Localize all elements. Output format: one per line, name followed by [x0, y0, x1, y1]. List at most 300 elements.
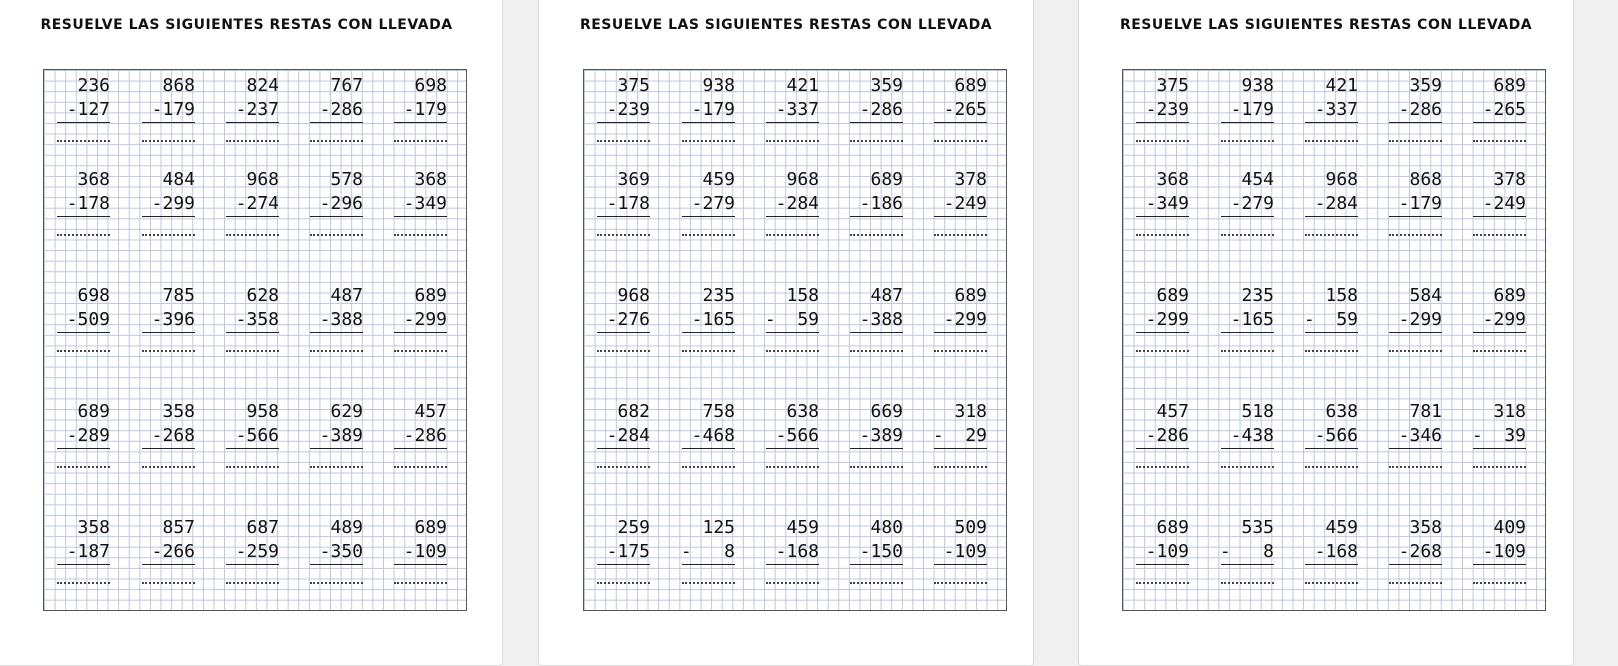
- worksheet-title: RESUELVE LAS SIGUIENTES RESTAS CON LLEVADA: [40, 17, 453, 33]
- answer-blank[interactable]: [1473, 234, 1526, 236]
- minuend: 421: [1325, 75, 1358, 96]
- subtrahend: -349: [403, 193, 447, 214]
- minuend: 125: [702, 517, 735, 538]
- underline-rule: [1136, 332, 1189, 333]
- subtraction-problem: [1470, 400, 1526, 448]
- minuend: 457: [1156, 401, 1189, 422]
- minuend: 629: [330, 401, 363, 422]
- answer-blank[interactable]: [1221, 350, 1274, 352]
- underline-rule: [57, 122, 110, 123]
- subtraction-problem: [679, 168, 735, 216]
- minuend: 968: [786, 169, 819, 190]
- minuend: 409: [1493, 517, 1526, 538]
- answer-blank[interactable]: [57, 234, 110, 236]
- subtrahend: -337: [1314, 99, 1358, 120]
- problem-grid: [43, 69, 467, 611]
- answer-blank[interactable]: [1221, 582, 1274, 584]
- answer-blank[interactable]: [1305, 234, 1358, 236]
- underline-rule: [142, 448, 195, 449]
- answer-blank[interactable]: [1305, 140, 1358, 142]
- minuend: 375: [1156, 75, 1189, 96]
- answer-blank[interactable]: [682, 140, 735, 142]
- subtrahend: -179: [1398, 193, 1442, 214]
- subtrahend: -389: [319, 425, 363, 446]
- subtrahend: -178: [66, 193, 110, 214]
- underline-rule: [850, 564, 903, 565]
- underline-rule: [766, 564, 819, 565]
- subtrahend: -150: [859, 541, 903, 562]
- subtraction-problem: [139, 400, 195, 448]
- minuend: 687: [246, 517, 279, 538]
- underline-rule: [766, 216, 819, 217]
- answer-blank[interactable]: [934, 234, 987, 236]
- answer-blank[interactable]: [394, 140, 447, 142]
- minuend: 689: [1156, 285, 1189, 306]
- subtraction-problem: [1133, 516, 1189, 564]
- underline-rule: [310, 122, 363, 123]
- subtrahend: -350: [319, 541, 363, 562]
- answer-blank[interactable]: [142, 466, 195, 468]
- subtraction-problem: [54, 284, 110, 332]
- underline-rule: [310, 564, 363, 565]
- minuend: 368: [77, 169, 110, 190]
- subtraction-problem: [391, 168, 447, 216]
- answer-blank[interactable]: [1389, 234, 1442, 236]
- underline-rule: [1136, 216, 1189, 217]
- underline-rule: [394, 332, 447, 333]
- answer-blank[interactable]: [934, 140, 987, 142]
- answer-blank[interactable]: [1473, 582, 1526, 584]
- minuend: 689: [77, 401, 110, 422]
- subtraction-problem: [1133, 74, 1189, 122]
- minuend: 158: [786, 285, 819, 306]
- answer-blank[interactable]: [850, 466, 903, 468]
- subtrahend: -259: [235, 541, 279, 562]
- answer-blank[interactable]: [1136, 140, 1189, 142]
- worksheet-title: RESUELVE LAS SIGUIENTES RESTAS CON LLEVADA: [579, 17, 993, 33]
- subtraction-problem: [1218, 516, 1274, 564]
- underline-rule: [1389, 448, 1442, 449]
- worksheet-title: RESUELVE LAS SIGUIENTES RESTAS CON LLEVADA: [1119, 17, 1533, 33]
- answer-blank[interactable]: [597, 234, 650, 236]
- subtrahend: -265: [1482, 99, 1526, 120]
- subtrahend: -179: [1230, 99, 1274, 120]
- subtrahend: -127: [66, 99, 110, 120]
- answer-blank[interactable]: [766, 350, 819, 352]
- minuend: 824: [246, 75, 279, 96]
- underline-rule: [597, 332, 650, 333]
- subtraction-problem: [1302, 168, 1358, 216]
- minuend: 689: [1156, 517, 1189, 538]
- underline-rule: [934, 564, 987, 565]
- subtraction-problem: [391, 284, 447, 332]
- answer-blank[interactable]: [310, 466, 363, 468]
- answer-blank[interactable]: [310, 234, 363, 236]
- answer-blank[interactable]: [394, 234, 447, 236]
- minuend: 689: [1493, 75, 1526, 96]
- subtraction-problem: [594, 516, 650, 564]
- answer-blank[interactable]: [1136, 350, 1189, 352]
- subtraction-problem: [1133, 400, 1189, 448]
- subtraction-problem: [1218, 400, 1274, 448]
- subtrahend: -396: [151, 309, 195, 330]
- subtraction-problem: [307, 400, 363, 448]
- minuend: 378: [1493, 169, 1526, 190]
- minuend: 698: [77, 285, 110, 306]
- answer-blank[interactable]: [57, 466, 110, 468]
- underline-rule: [1136, 122, 1189, 123]
- underline-rule: [682, 122, 735, 123]
- minuend: 689: [870, 169, 903, 190]
- subtrahend: -299: [1398, 309, 1442, 330]
- subtraction-problem: [931, 74, 987, 122]
- minuend: 457: [414, 401, 447, 422]
- subtrahend: -286: [1145, 425, 1189, 446]
- minuend: 358: [77, 517, 110, 538]
- subtraction-problem: [594, 74, 650, 122]
- subtraction-problem: [1133, 284, 1189, 332]
- subtraction-problem: [1218, 74, 1274, 122]
- problem-grid: [1122, 69, 1546, 611]
- minuend: 758: [702, 401, 735, 422]
- answer-blank[interactable]: [850, 582, 903, 584]
- underline-rule: [142, 216, 195, 217]
- minuend: 535: [1241, 517, 1274, 538]
- minuend: 868: [162, 75, 195, 96]
- answer-blank[interactable]: [1305, 582, 1358, 584]
- subtraction-problem: [139, 74, 195, 122]
- answer-blank[interactable]: [1305, 350, 1358, 352]
- underline-rule: [850, 122, 903, 123]
- underline-rule: [1221, 332, 1274, 333]
- minuend: 358: [1409, 517, 1442, 538]
- subtraction-problem: [307, 284, 363, 332]
- answer-blank[interactable]: [142, 234, 195, 236]
- underline-rule: [1473, 216, 1526, 217]
- subtrahend: -186: [859, 193, 903, 214]
- subtraction-problem: [931, 400, 987, 448]
- minuend: 578: [330, 169, 363, 190]
- answer-blank[interactable]: [682, 350, 735, 352]
- subtrahend: -388: [859, 309, 903, 330]
- underline-rule: [1305, 564, 1358, 565]
- subtrahend: -239: [1145, 99, 1189, 120]
- underline-rule: [1389, 122, 1442, 123]
- subtrahend: -284: [775, 193, 819, 214]
- subtrahend: -179: [403, 99, 447, 120]
- minuend: 259: [617, 517, 650, 538]
- underline-rule: [142, 332, 195, 333]
- underline-rule: [1389, 564, 1442, 565]
- subtrahend: -268: [1398, 541, 1442, 562]
- underline-rule: [682, 332, 735, 333]
- subtrahend: -168: [1314, 541, 1358, 562]
- minuend: 487: [330, 285, 363, 306]
- underline-rule: [1221, 122, 1274, 123]
- answer-blank[interactable]: [850, 140, 903, 142]
- underline-rule: [850, 448, 903, 449]
- answer-blank[interactable]: [1473, 350, 1526, 352]
- subtraction-problem: [307, 516, 363, 564]
- minuend: 689: [954, 75, 987, 96]
- minuend: 509: [954, 517, 987, 538]
- minuend: 857: [162, 517, 195, 538]
- answer-blank[interactable]: [142, 140, 195, 142]
- minuend: 689: [414, 285, 447, 306]
- subtrahend: -566: [1314, 425, 1358, 446]
- subtraction-problem: [1386, 284, 1442, 332]
- answer-blank[interactable]: [597, 350, 650, 352]
- worksheet-page-3: [1078, 0, 1574, 666]
- subtraction-problem: [1386, 168, 1442, 216]
- subtrahend: - 8: [680, 541, 735, 562]
- underline-rule: [934, 448, 987, 449]
- minuend: 628: [246, 285, 279, 306]
- answer-blank[interactable]: [57, 350, 110, 352]
- subtrahend: -109: [1145, 541, 1189, 562]
- minuend: 368: [1156, 169, 1189, 190]
- subtraction-problem: [1470, 168, 1526, 216]
- answer-blank[interactable]: [1473, 466, 1526, 468]
- minuend: 375: [617, 75, 650, 96]
- subtraction-problem: [847, 400, 903, 448]
- underline-rule: [226, 122, 279, 123]
- subtraction-problem: [594, 168, 650, 216]
- subtrahend: -279: [691, 193, 735, 214]
- minuend: 421: [786, 75, 819, 96]
- underline-rule: [682, 216, 735, 217]
- underline-rule: [597, 216, 650, 217]
- minuend: 938: [1241, 75, 1274, 96]
- answer-blank[interactable]: [310, 140, 363, 142]
- subtraction-problem: [763, 400, 819, 448]
- underline-rule: [394, 122, 447, 123]
- minuend: 459: [702, 169, 735, 190]
- subtrahend: -109: [943, 541, 987, 562]
- minuend: 669: [870, 401, 903, 422]
- minuend: 454: [1241, 169, 1274, 190]
- subtraction-problem: [307, 74, 363, 122]
- minuend: 235: [1241, 285, 1274, 306]
- answer-blank[interactable]: [394, 582, 447, 584]
- answer-blank[interactable]: [1389, 140, 1442, 142]
- subtraction-problem: [679, 284, 735, 332]
- subtrahend: -268: [151, 425, 195, 446]
- subtraction-problem: [391, 516, 447, 564]
- minuend: 868: [1409, 169, 1442, 190]
- answer-blank[interactable]: [934, 350, 987, 352]
- subtrahend: -286: [403, 425, 447, 446]
- underline-rule: [226, 216, 279, 217]
- underline-rule: [1473, 332, 1526, 333]
- answer-blank[interactable]: [226, 234, 279, 236]
- subtrahend: -296: [319, 193, 363, 214]
- subtraction-problem: [763, 168, 819, 216]
- answer-blank[interactable]: [766, 582, 819, 584]
- underline-rule: [394, 448, 447, 449]
- answer-blank[interactable]: [1221, 234, 1274, 236]
- answer-blank[interactable]: [1136, 466, 1189, 468]
- underline-rule: [57, 332, 110, 333]
- underline-rule: [597, 564, 650, 565]
- subtraction-problem: [847, 516, 903, 564]
- answer-blank[interactable]: [394, 466, 447, 468]
- subtrahend: -179: [691, 99, 735, 120]
- subtraction-problem: [223, 400, 279, 448]
- subtrahend: -168: [775, 541, 819, 562]
- subtrahend: -165: [1230, 309, 1274, 330]
- subtrahend: -358: [235, 309, 279, 330]
- underline-rule: [1305, 122, 1358, 123]
- underline-rule: [934, 332, 987, 333]
- answer-blank[interactable]: [766, 140, 819, 142]
- subtrahend: -265: [943, 99, 987, 120]
- subtraction-problem: [223, 284, 279, 332]
- subtraction-problem: [931, 168, 987, 216]
- answer-blank[interactable]: [1221, 140, 1274, 142]
- subtrahend: -284: [606, 425, 650, 446]
- minuend: 459: [786, 517, 819, 538]
- answer-blank[interactable]: [682, 582, 735, 584]
- answer-blank[interactable]: [394, 350, 447, 352]
- underline-rule: [682, 564, 735, 565]
- answer-blank[interactable]: [57, 140, 110, 142]
- answer-blank[interactable]: [310, 350, 363, 352]
- answer-blank[interactable]: [226, 582, 279, 584]
- subtrahend: -109: [403, 541, 447, 562]
- subtraction-problem: [1386, 400, 1442, 448]
- answer-blank[interactable]: [682, 466, 735, 468]
- subtraction-problem: [1218, 284, 1274, 332]
- minuend: 767: [330, 75, 363, 96]
- subtraction-problem: [931, 284, 987, 332]
- underline-rule: [142, 122, 195, 123]
- minuend: 318: [954, 401, 987, 422]
- subtrahend: -299: [943, 309, 987, 330]
- subtrahend: -337: [775, 99, 819, 120]
- subtraction-problem: [307, 168, 363, 216]
- answer-blank[interactable]: [1389, 350, 1442, 352]
- subtrahend: -566: [235, 425, 279, 446]
- answer-blank[interactable]: [682, 234, 735, 236]
- subtraction-problem: [594, 284, 650, 332]
- minuend: 968: [617, 285, 650, 306]
- answer-blank[interactable]: [766, 466, 819, 468]
- minuend: 968: [1325, 169, 1358, 190]
- answer-blank[interactable]: [1305, 466, 1358, 468]
- subtraction-problem: [391, 74, 447, 122]
- answer-blank[interactable]: [1136, 234, 1189, 236]
- subtrahend: -175: [606, 541, 650, 562]
- answer-blank[interactable]: [142, 350, 195, 352]
- underline-rule: [934, 216, 987, 217]
- minuend: 369: [617, 169, 650, 190]
- minuend: 785: [162, 285, 195, 306]
- underline-rule: [934, 122, 987, 123]
- answer-blank[interactable]: [226, 350, 279, 352]
- minuend: 518: [1241, 401, 1274, 422]
- underline-rule: [766, 122, 819, 123]
- answer-blank[interactable]: [1473, 140, 1526, 142]
- underline-rule: [850, 216, 903, 217]
- underline-rule: [226, 564, 279, 565]
- subtraction-problem: [54, 74, 110, 122]
- answer-blank[interactable]: [597, 140, 650, 142]
- answer-blank[interactable]: [1136, 582, 1189, 584]
- subtrahend: -165: [691, 309, 735, 330]
- subtrahend: -388: [319, 309, 363, 330]
- underline-rule: [1136, 564, 1189, 565]
- subtrahend: - 59: [1303, 309, 1358, 330]
- answer-blank[interactable]: [934, 582, 987, 584]
- subtrahend: -286: [1398, 99, 1442, 120]
- underline-rule: [597, 122, 650, 123]
- subtraction-problem: [847, 74, 903, 122]
- answer-blank[interactable]: [1221, 466, 1274, 468]
- subtraction-problem: [54, 168, 110, 216]
- answer-blank[interactable]: [226, 140, 279, 142]
- subtrahend: -179: [151, 99, 195, 120]
- worksheet-page-1: [0, 0, 503, 666]
- answer-blank[interactable]: [597, 466, 650, 468]
- subtraction-problem: [1470, 74, 1526, 122]
- subtraction-problem: [1386, 516, 1442, 564]
- subtrahend: -109: [1482, 541, 1526, 562]
- subtrahend: -187: [66, 541, 110, 562]
- answer-blank[interactable]: [142, 582, 195, 584]
- answer-blank[interactable]: [766, 234, 819, 236]
- answer-blank[interactable]: [934, 466, 987, 468]
- minuend: 359: [870, 75, 903, 96]
- underline-rule: [850, 332, 903, 333]
- minuend: 689: [414, 517, 447, 538]
- subtrahend: -289: [66, 425, 110, 446]
- subtrahend: -286: [859, 99, 903, 120]
- subtrahend: -279: [1230, 193, 1274, 214]
- answer-blank[interactable]: [850, 350, 903, 352]
- subtrahend: -468: [691, 425, 735, 446]
- subtrahend: -509: [66, 309, 110, 330]
- subtrahend: -237: [235, 99, 279, 120]
- underline-rule: [1305, 216, 1358, 217]
- minuend: 689: [954, 285, 987, 306]
- minuend: 487: [870, 285, 903, 306]
- answer-blank[interactable]: [57, 582, 110, 584]
- minuend: 689: [1493, 285, 1526, 306]
- answer-blank[interactable]: [1389, 582, 1442, 584]
- minuend: 968: [246, 169, 279, 190]
- underline-rule: [1221, 448, 1274, 449]
- subtrahend: -266: [151, 541, 195, 562]
- underline-rule: [1305, 448, 1358, 449]
- answer-blank[interactable]: [1389, 466, 1442, 468]
- underline-rule: [1473, 564, 1526, 565]
- answer-blank[interactable]: [310, 582, 363, 584]
- underline-rule: [1389, 332, 1442, 333]
- underline-rule: [226, 448, 279, 449]
- answer-blank[interactable]: [226, 466, 279, 468]
- subtrahend: -438: [1230, 425, 1274, 446]
- underline-rule: [57, 216, 110, 217]
- subtraction-problem: [679, 400, 735, 448]
- subtrahend: - 8: [1219, 541, 1274, 562]
- subtraction-problem: [1470, 284, 1526, 332]
- problem-grid: [583, 69, 1007, 611]
- answer-blank[interactable]: [850, 234, 903, 236]
- subtrahend: -178: [606, 193, 650, 214]
- minuend: 698: [414, 75, 447, 96]
- answer-blank[interactable]: [597, 582, 650, 584]
